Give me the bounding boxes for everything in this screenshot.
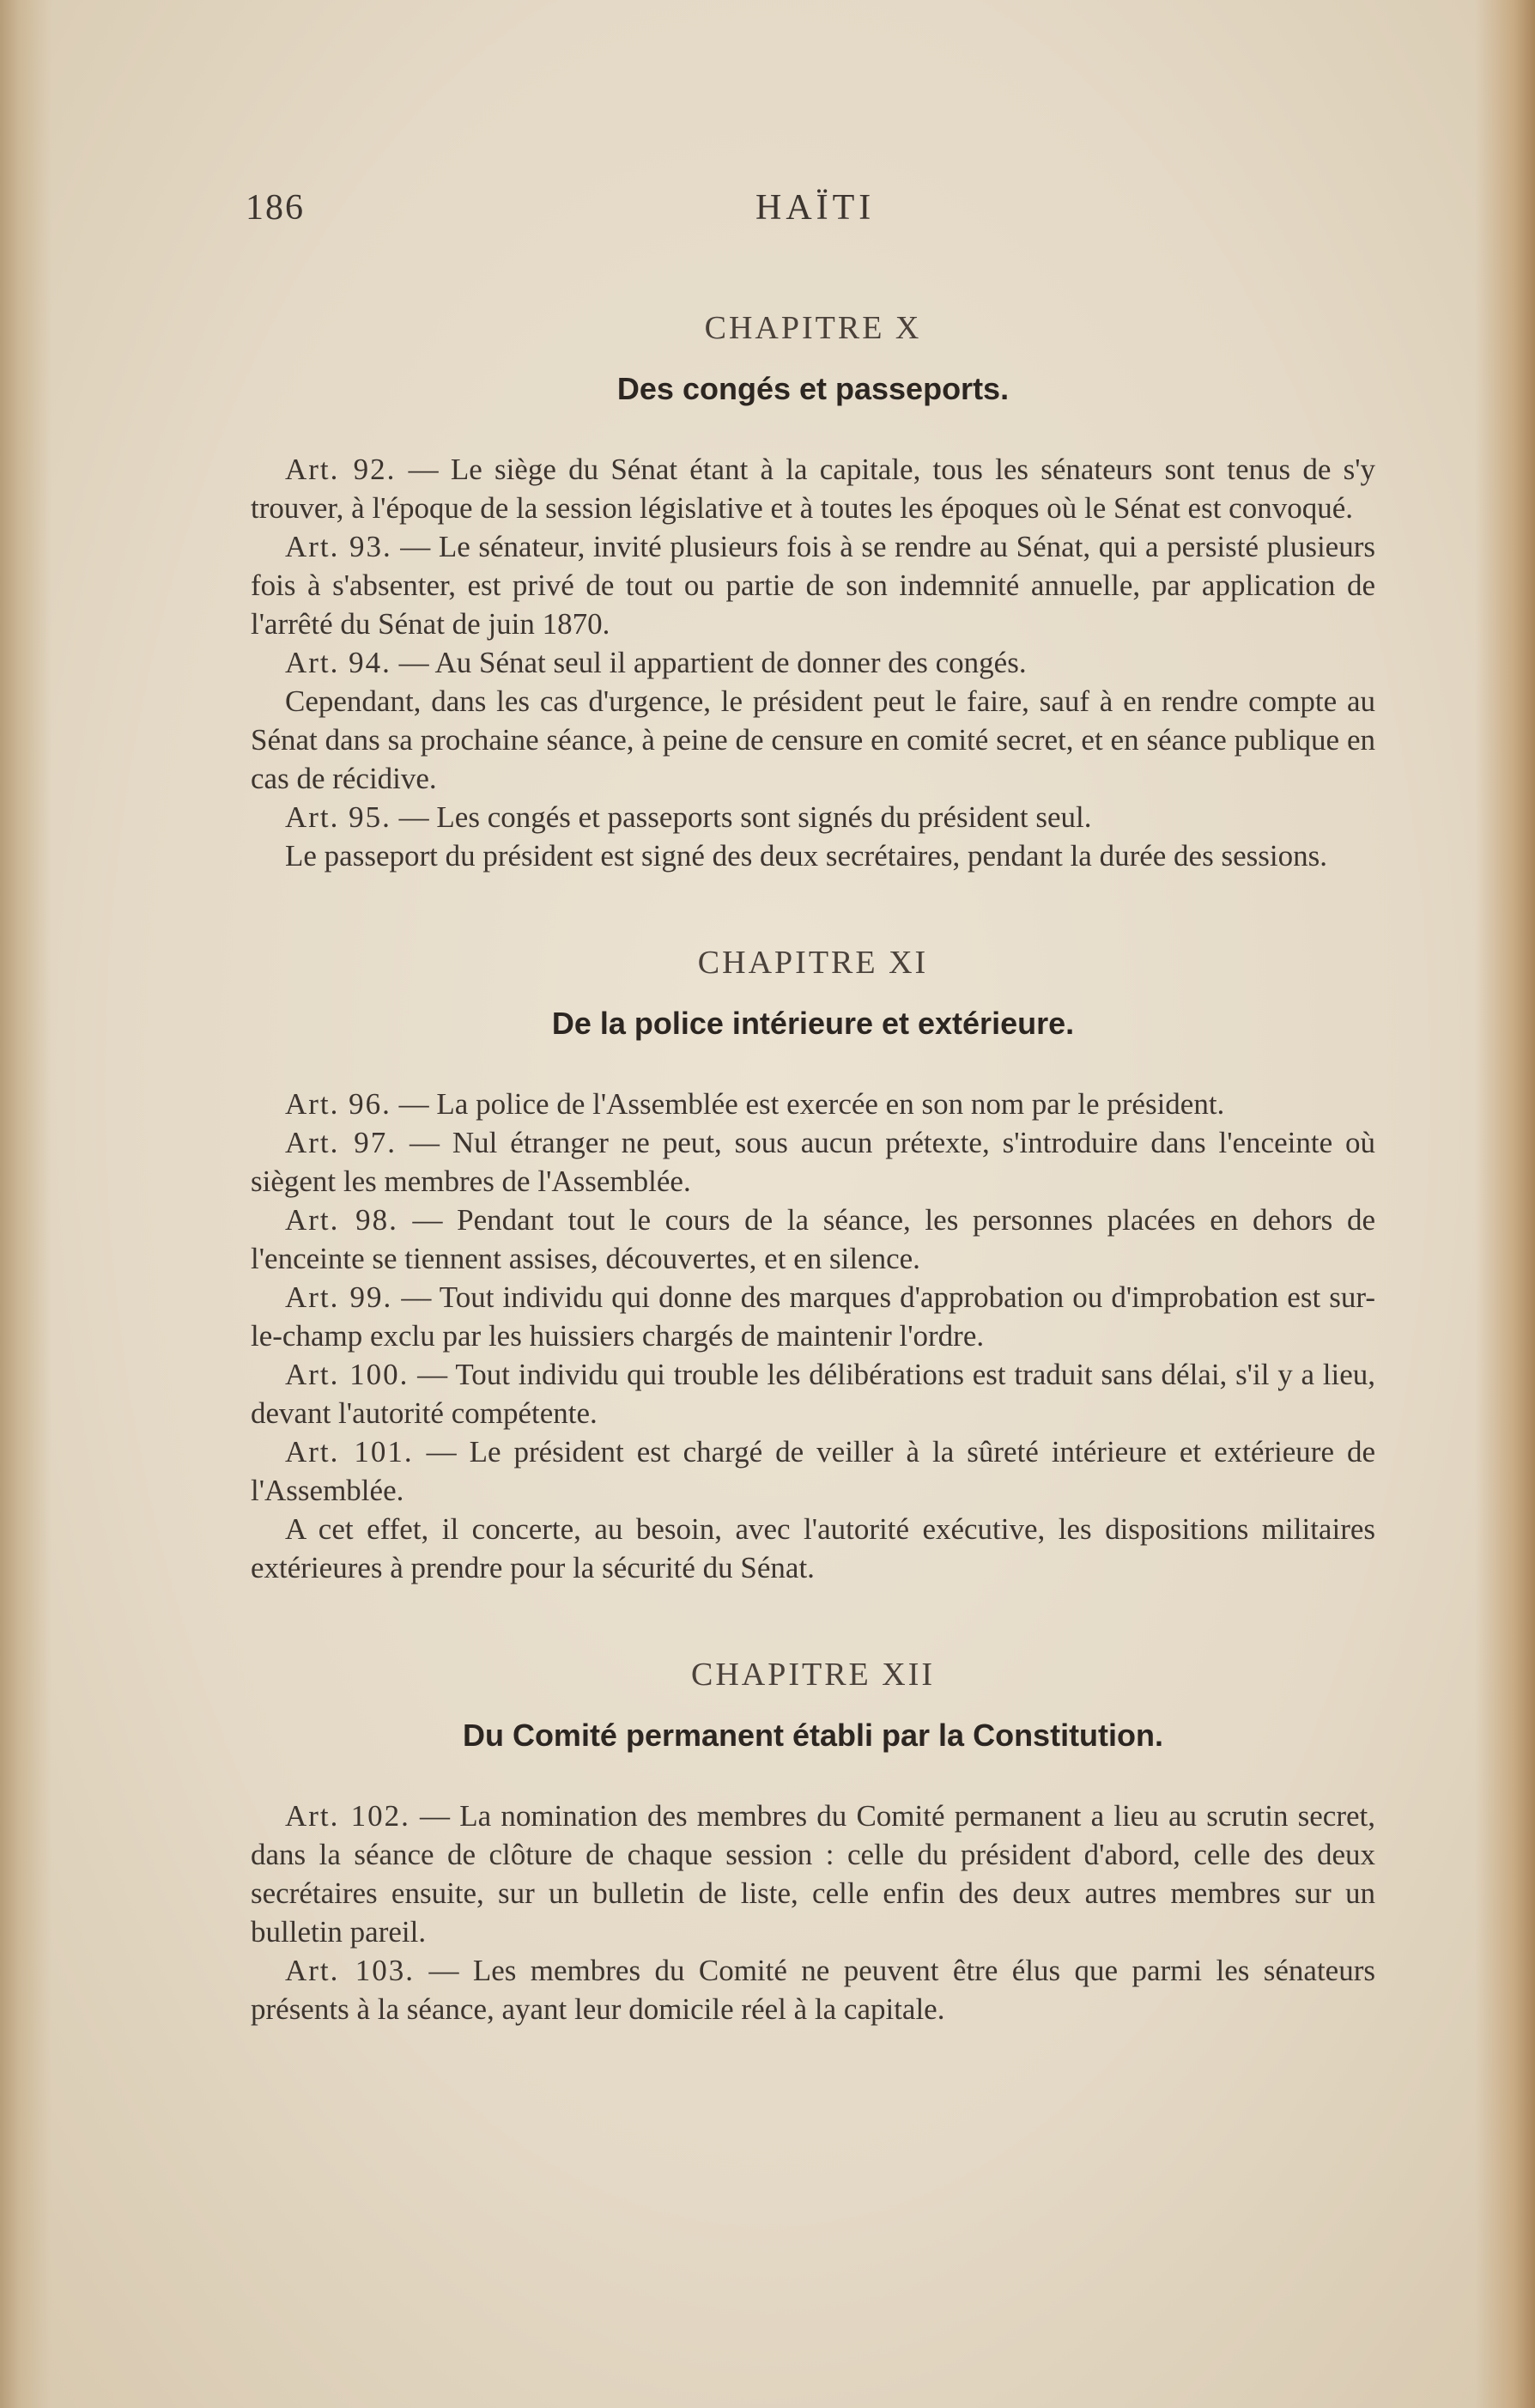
paragraph <box>251 1510 1375 1587</box>
article-label: Art. 100. <box>285 1358 410 1391</box>
article-text: — Le président est chargé de veiller à la sûreté intérieure et extérieure de l'Assemblée. <box>251 1435 1376 1507</box>
page-left-edge <box>0 0 52 2408</box>
article-95 <box>251 798 1375 836</box>
article-label: Art. 94. <box>285 646 391 679</box>
article-label: Art. 98. <box>285 1203 398 1237</box>
article-label: Art. 93. <box>285 530 392 563</box>
article-label: Art. 95. <box>285 800 391 834</box>
running-title: HAÏTI <box>755 188 876 228</box>
chapter-spacer <box>251 1587 1375 1656</box>
article-label: Art. 99. <box>285 1280 393 1314</box>
article-label: Art. 103. <box>285 1954 416 1987</box>
article-text: — La police de l'Assemblée est exercée en son nom par le président. <box>391 1087 1225 1121</box>
article-label: Art. 101. <box>285 1435 414 1469</box>
chapter-xi <box>251 944 1375 1587</box>
article-102 <box>251 1797 1375 1951</box>
article-label: Art. 102. <box>285 1799 410 1833</box>
article-text: — Pendant tout le cours de la séance, les personnes placées en dehors de l'enceinte se tiennent assises, découvertes, et en silence. <box>251 1203 1375 1275</box>
chapter-heading: CHAPITRE XII <box>690 1657 936 1693</box>
article-label: Art. 97. <box>285 1126 397 1159</box>
article-text: — Tout individu qui trouble les délibérations est traduit sans délai, s'il y a lieu, devant l'autorité compétente. <box>251 1358 1375 1430</box>
article-text: — Tout individu qui donne des marques d'approbation ou d'improbation est sur-le-champ exclu par les huissiers chargés de maintenir l'ordre. <box>251 1280 1375 1353</box>
article-101 <box>251 1432 1375 1510</box>
article-92 <box>251 450 1375 527</box>
article-label: Art. 96. <box>285 1087 391 1121</box>
article-94 <box>251 643 1375 682</box>
chapter-title: De la police intérieure et extérieure. <box>551 1006 1075 1041</box>
article-text: — Le sénateur, invité plusieurs fois à se rendre au Sénat, qui a persisté plusieurs fois à s'absenter, est privé de tout ou partie de son indemnité annuelle, par application de l'arrêté du Sénat de juin 1870. <box>251 530 1375 641</box>
chapter-title: Du Comité permanent établi par la Constitution. <box>462 1718 1164 1753</box>
chapter-xii <box>251 1656 1375 2028</box>
article-96 <box>251 1085 1375 1123</box>
paragraph-text: Cependant, dans les cas d'urgence, le président peut le faire, sauf à en rendre compte au Sénat dans sa prochaine séance, à peine de censure en comité secret, et en séance publique en cas de récidive. <box>251 684 1375 795</box>
article-98 <box>251 1201 1375 1278</box>
article-text: — La nomination des membres du Comité permanent a lieu au scrutin secret, dans la séance de clôture de chaque session : celle du président d'abord, celle des deux secrétaires ensuite, sur un bulletin de liste, celle enfin des deux autres membres sur un bulletin pareil. <box>251 1799 1375 1949</box>
running-head <box>0 187 1535 230</box>
article-93 <box>251 527 1375 643</box>
page-right-edge <box>1475 0 1535 2408</box>
page-number: 186 <box>246 188 305 228</box>
page-content <box>251 309 1375 2028</box>
chapter-title: Des congés et passeports. <box>616 371 1010 406</box>
paragraph <box>251 682 1375 798</box>
article-97 <box>251 1123 1375 1201</box>
paragraph-text: A cet effet, il concerte, au besoin, avec l'autorité exécutive, les dispositions militaires extérieures à prendre pour la sécurité du Sénat. <box>251 1512 1375 1584</box>
article-text: — Les membres du Comité ne peuvent être élus que parmi les sénateurs présents à la séance, ayant leur domicile réel à la capitale. <box>251 1954 1375 2026</box>
chapter-spacer <box>251 875 1375 944</box>
article-103 <box>251 1951 1375 2028</box>
chapter-heading: CHAPITRE XI <box>697 945 929 981</box>
article-text: — Au Sénat seul il appartient de donner des congés. <box>391 646 1027 679</box>
article-text: — Nul étranger ne peut, sous aucun prétexte, s'introduire dans l'enceinte où siègent les membres de l'Assemblée. <box>251 1126 1376 1198</box>
article-text: — Les congés et passeports sont signés du président seul. <box>391 800 1092 834</box>
paragraph <box>251 836 1375 875</box>
article-100 <box>251 1355 1375 1432</box>
chapter-heading: CHAPITRE X <box>704 310 922 346</box>
chapter-x <box>251 309 1375 875</box>
article-label: Art. 92. <box>285 453 397 486</box>
article-text: — Le siège du Sénat étant à la capitale, tous les sénateurs sont tenus de s'y trouver, à l'époque de la session législative et à toutes les époques où le Sénat est convoqué. <box>251 453 1376 525</box>
article-99 <box>251 1278 1375 1355</box>
paragraph-text: Le passeport du président est signé des deux secrétaires, pendant la durée des sessions. <box>285 839 1327 873</box>
